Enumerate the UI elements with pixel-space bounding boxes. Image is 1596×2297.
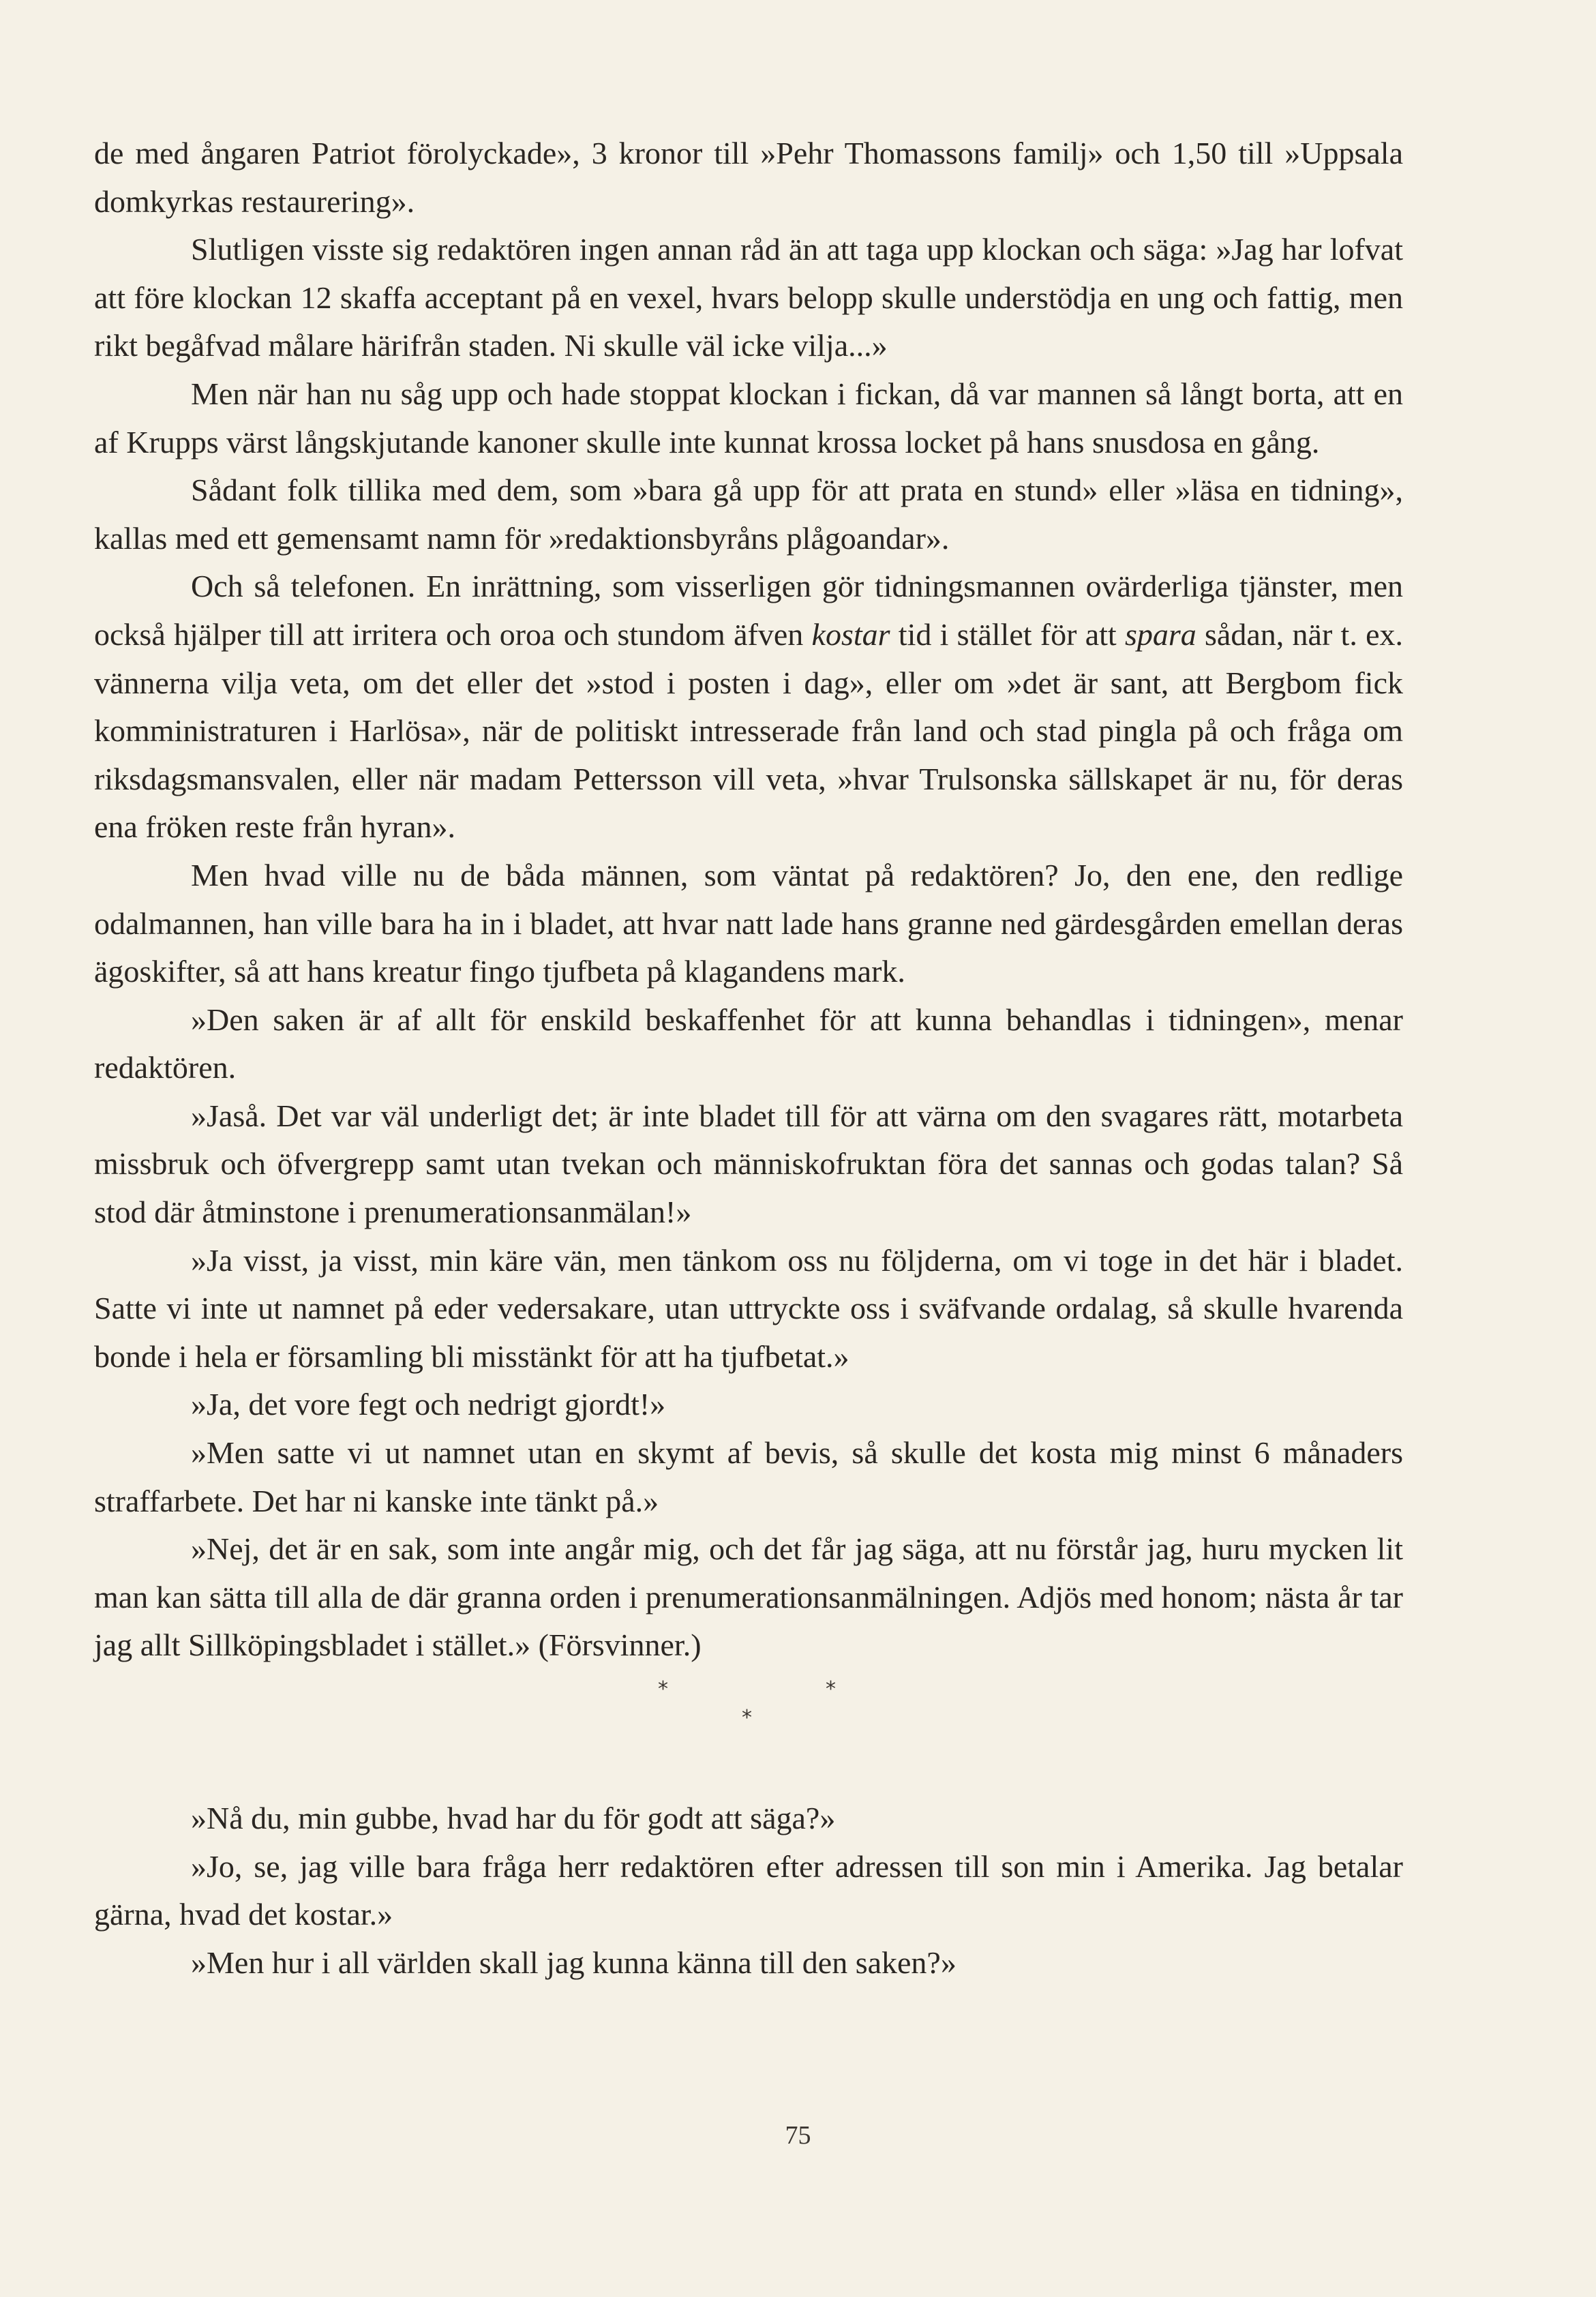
paragraph: »Jaså. Det var väl underligt det; är inte bladet till för att värna om den svagares rätt, motarbeta missbruk och öfvergrepp samt utan tvekan och människofruktan föra det sannas och godas talan? Så stod där åtminstone i prenumerationsanmälan!» xyxy=(94,1098,1403,1230)
text-run: tid i stället för att xyxy=(890,616,1125,652)
section-separator xyxy=(94,1674,1403,1770)
paragraph: Slutligen visste sig redaktören ingen annan råd än att taga upp klockan och säga: »Jag har lofvat att före klockan 12 skaffa acceptant på en vexel, hvars belopp skulle understödja en ung och fattig, men rikt begåfvad målare härifrån staden. Ni skulle väl icke vilja...» xyxy=(94,232,1403,363)
asterisk-icon: * xyxy=(658,1677,668,1701)
paragraph-telephone xyxy=(94,562,1403,852)
paragraph: Men hvad ville nu de båda männen, som väntat på redaktören? Jo, den ene, den redlige odalmannen, han ville bara ha in i bladet, att hvar natt lade hans granne ned gärdesgården emellan deras ägoskifter, så att hans kreatur fingo tjufbeta på klagandens mark. xyxy=(94,857,1403,989)
italic-word: kostar xyxy=(811,616,890,652)
paragraph: »Ja visst, ja visst, min käre vän, men tänkom oss nu följderna, om vi toge in det här i bladet. Satte vi inte ut namnet på eder vedersakare, utan uttryckte oss i sväfvande ordalag, så skulle hvarenda bonde i hela er församling bli misstänkt för att ha tjufbetat.» xyxy=(94,1242,1403,1374)
paragraph: »Nå du, min gubbe, hvad har du för godt att säga?» xyxy=(191,1801,836,1835)
paragraph: Men när han nu såg upp och hade stoppat klockan i fickan, då var mannen så långt borta, att en af Krupps värst långskjutande kanoner skulle inte kunnat krossa locket på hans snusdosa en gång. xyxy=(94,376,1403,460)
paragraph: »Nej, det är en sak, som inte angår mig, och det får jag säga, att nu förstår jag, huru mycken lit man kan sätta till alla de där granna orden i prenumerationsanmälningen. Adjös med honom; nästa år tar jag allt Sillköpingsbladet i stället.» (Försvinner.) xyxy=(94,1531,1403,1663)
paragraph: Sådant folk tillika med dem, som »bara gå upp för att prata en stund» eller »läsa en tidning», kallas med ett gemensamt namn för »redaktionsbyråns plågoandar». xyxy=(94,472,1403,556)
paragraph: »Den saken är af allt för enskild beskaffenhet för att kunna behandlas i tidningen», menar redaktören. xyxy=(94,1002,1403,1085)
paragraph: »Jo, se, jag ville bara fråga herr redaktören efter adressen till son min i Amerika. Jag betalar gärna, hvad det kostar.» xyxy=(94,1848,1403,1932)
paragraph: de med ångaren Patriot förolyckade», 3 kronor till »Pehr Thomassons familj» och 1,50 till »Uppsala domkyrkas restaurering». xyxy=(94,136,1403,219)
body-text xyxy=(94,130,1403,1987)
page-number: 75 xyxy=(785,2121,811,2150)
paragraph: »Men satte vi ut namnet utan en skymt af bevis, så skulle det kosta mig minst 6 månaders straffarbete. Det har ni kanske inte tänkt på.» xyxy=(94,1435,1403,1518)
asterisk-icon: * xyxy=(826,1677,836,1701)
text-run: Och så telefonen. En inrättning, som visserligen gör tidningsmannen ovärderliga tjänster, men också hjälper till att irritera och oroa och stundom äfven xyxy=(94,569,1403,652)
text-run: sådan, när t. ex. vännerna vilja veta, om det eller det »stod i posten i dag», eller om »det är sant, att Bergbom fick komministraturen i Harlösa», när de politiskt intresserade från land och stad pingla på och fråga om riksdagsmansvalen, eller när madam Pettersson vill veta, »hvar Trulsonska sällskapet är nu, för deras ena fröken reste från hyran». xyxy=(94,616,1403,845)
asterisk-icon: * xyxy=(742,1706,752,1730)
paragraph: »Men hur i all världen skall jag kunna känna till den saken?» xyxy=(191,1945,957,1980)
paragraph: »Ja, det vore fegt och nedrigt gjordt!» xyxy=(191,1387,666,1422)
italic-word: spara xyxy=(1124,616,1196,652)
